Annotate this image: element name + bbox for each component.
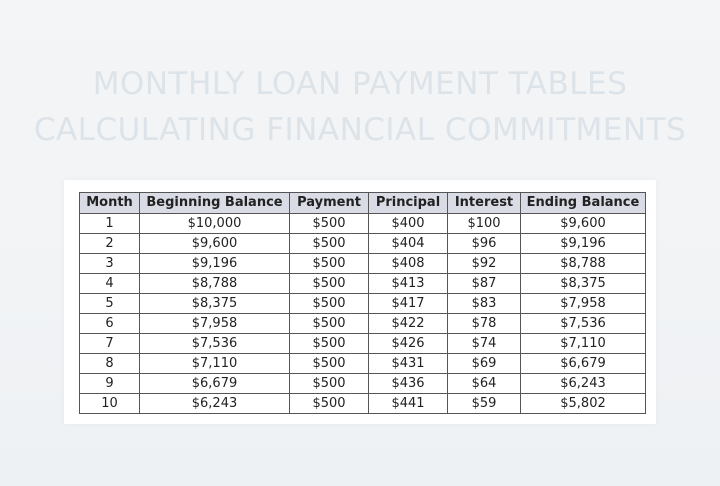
table-row [80,334,646,354]
cell-month: 7 [80,334,140,354]
cell-payment: $500 [290,274,369,294]
cell-month: 5 [80,294,140,314]
cell-payment: $500 [290,314,369,334]
cell-beginning-balance: $8,375 [140,294,290,314]
cell-payment: $500 [290,334,369,354]
cell-principal: $408 [369,254,448,274]
table-row [80,294,646,314]
loan-payment-table [79,192,646,414]
table-row [80,394,646,414]
cell-ending-balance: $5,802 [521,394,646,414]
cell-beginning-balance: $6,243 [140,394,290,414]
table-row [80,354,646,374]
table-body [80,214,646,414]
cell-interest: $69 [448,354,521,374]
cell-ending-balance: $8,375 [521,274,646,294]
cell-payment: $500 [290,354,369,374]
table-row [80,234,646,254]
cell-interest: $59 [448,394,521,414]
table-row [80,254,646,274]
cell-month: 4 [80,274,140,294]
cell-beginning-balance: $7,958 [140,314,290,334]
cell-ending-balance: $7,110 [521,334,646,354]
cell-principal: $404 [369,234,448,254]
cell-principal: $400 [369,214,448,234]
cell-month: 2 [80,234,140,254]
cell-principal: $422 [369,314,448,334]
cell-ending-balance: $9,600 [521,214,646,234]
cell-principal: $436 [369,374,448,394]
cell-beginning-balance: $9,196 [140,254,290,274]
table-header-row [80,193,646,214]
cell-beginning-balance: $6,679 [140,374,290,394]
cell-interest: $74 [448,334,521,354]
table-row [80,314,646,334]
table-row [80,374,646,394]
header-ending-balance: Ending Balance [521,193,646,214]
page-title-line-2: CALCULATING FINANCIAL COMMITMENTS [33,112,687,148]
cell-month: 6 [80,314,140,334]
cell-ending-balance: $7,536 [521,314,646,334]
cell-interest: $64 [448,374,521,394]
cell-principal: $417 [369,294,448,314]
cell-ending-balance: $8,788 [521,254,646,274]
header-principal: Principal [369,193,448,214]
header-payment: Payment [290,193,369,214]
cell-beginning-balance: $8,788 [140,274,290,294]
cell-month: 9 [80,374,140,394]
header-month: Month [80,193,140,214]
cell-payment: $500 [290,254,369,274]
page-title-line-1: MONTHLY LOAN PAYMENT TABLES [92,66,628,102]
cell-interest: $96 [448,234,521,254]
cell-beginning-balance: $7,110 [140,354,290,374]
cell-principal: $426 [369,334,448,354]
cell-month: 3 [80,254,140,274]
cell-interest: $87 [448,274,521,294]
cell-payment: $500 [290,214,369,234]
cell-beginning-balance: $7,536 [140,334,290,354]
cell-interest: $78 [448,314,521,334]
cell-principal: $441 [369,394,448,414]
cell-payment: $500 [290,374,369,394]
table-row [80,274,646,294]
cell-interest: $100 [448,214,521,234]
header-beginning-balance: Beginning Balance [140,193,290,214]
cell-interest: $92 [448,254,521,274]
header-interest: Interest [448,193,521,214]
cell-ending-balance: $7,958 [521,294,646,314]
cell-ending-balance: $6,243 [521,374,646,394]
cell-payment: $500 [290,234,369,254]
cell-principal: $431 [369,354,448,374]
cell-ending-balance: $6,679 [521,354,646,374]
cell-interest: $83 [448,294,521,314]
loan-table-sheet [64,180,656,424]
cell-month: 8 [80,354,140,374]
cell-beginning-balance: $10,000 [140,214,290,234]
cell-beginning-balance: $9,600 [140,234,290,254]
cell-month: 10 [80,394,140,414]
cell-payment: $500 [290,394,369,414]
cell-ending-balance: $9,196 [521,234,646,254]
cell-principal: $413 [369,274,448,294]
cell-payment: $500 [290,294,369,314]
table-row [80,214,646,234]
cell-month: 1 [80,214,140,234]
